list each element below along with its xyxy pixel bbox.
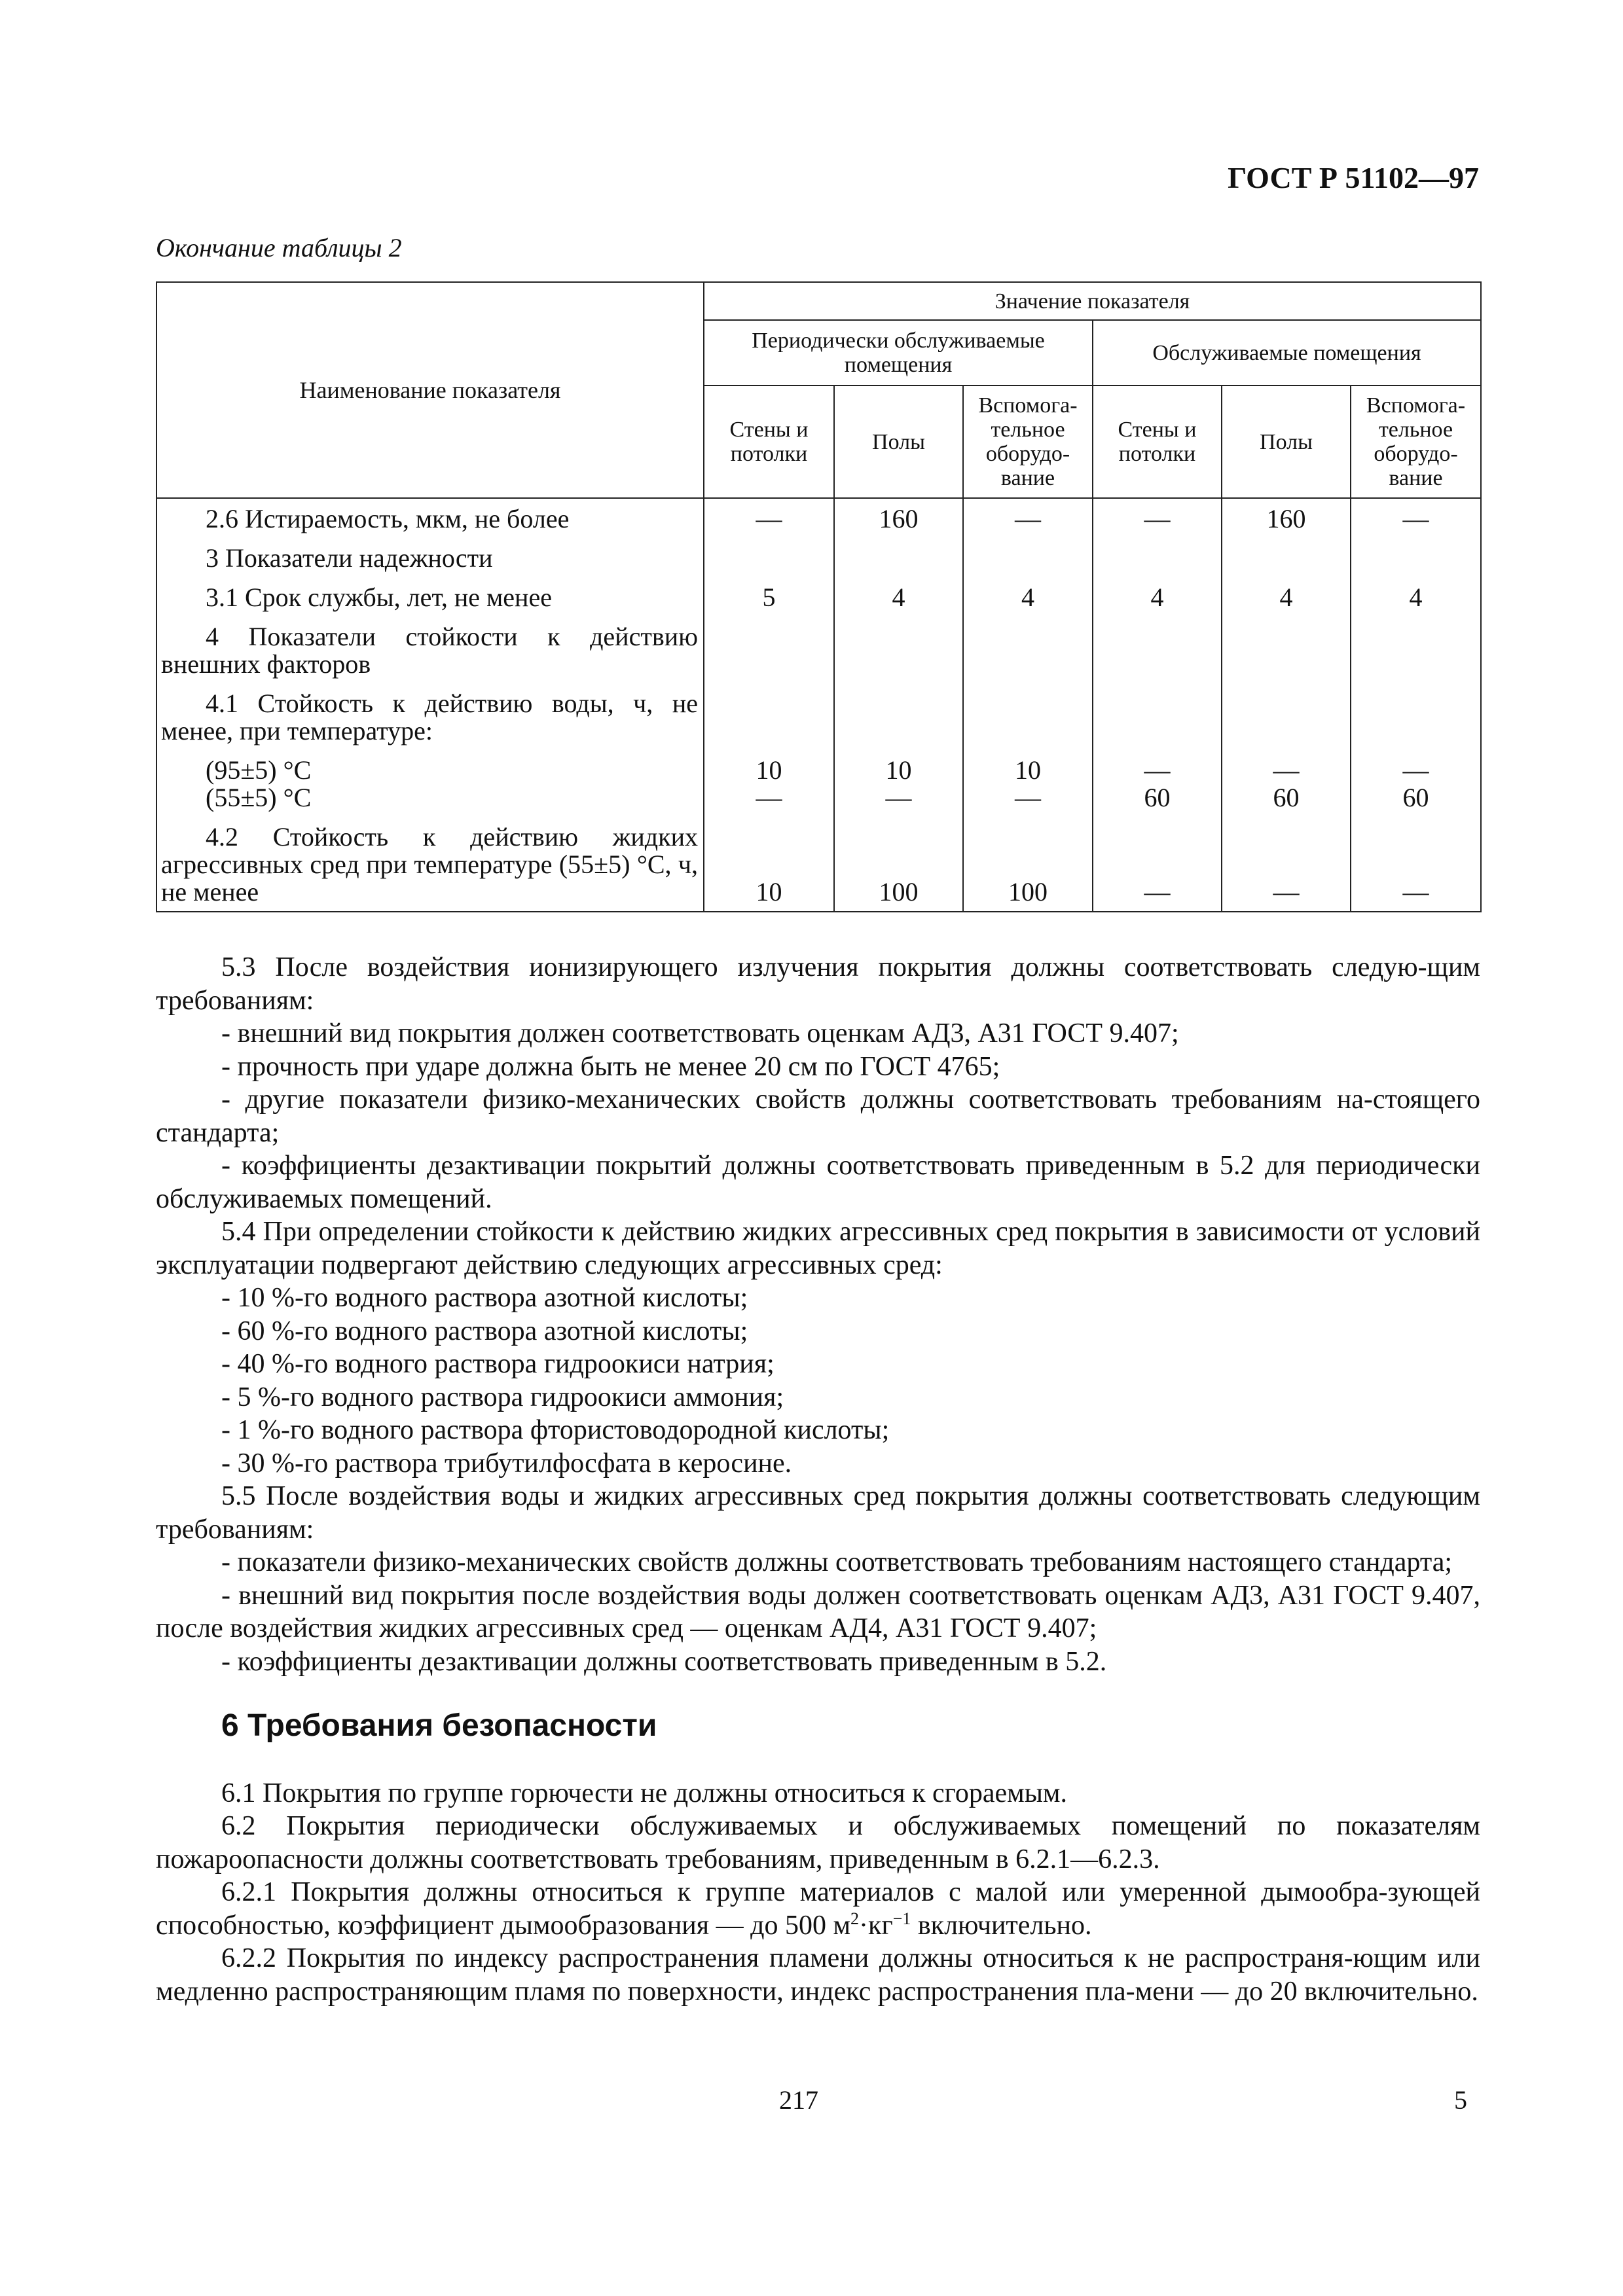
cell: 5 (704, 577, 834, 617)
table-row (156, 784, 1481, 817)
table-row (156, 617, 1481, 683)
cell (704, 683, 834, 750)
cell: 10 (704, 817, 834, 912)
section-title: 6 Требования безопасности (221, 1708, 657, 1743)
cell: — (1351, 750, 1481, 784)
cell (1222, 617, 1351, 683)
header-aux-serviced: Вспомога-тельное оборудо-вание (1351, 386, 1481, 498)
list-item: - 5 %-го водного раствора гидроокиси аммония; (221, 1382, 784, 1412)
cell: — (1093, 750, 1222, 784)
list-item: - внешний вид покрытия после воздействия воды должен соответствовать оценкам АД3, А31 ГОСТ 9.407, после воздействия жидких агрессивных сред — оценкам АД4, А31 ГОСТ 9.407; (156, 1580, 1480, 1643)
cell: 10 (704, 750, 834, 784)
superscript: 2 (850, 1909, 860, 1928)
table-row (156, 577, 1481, 617)
cell (1222, 683, 1351, 750)
row-name: (95±5) °С (206, 755, 312, 785)
list-item: - показатели физико-механических свойств должны соответствовать требованиям настоящего стандарта; (221, 1547, 1453, 1577)
table-row (156, 817, 1481, 912)
cell: 4 (1351, 577, 1481, 617)
text-run: ·кг (859, 1910, 893, 1941)
paragraph-6-2-1 (156, 1876, 1480, 1942)
cell (963, 538, 1093, 577)
cell (1351, 538, 1481, 577)
cell: — (704, 498, 834, 538)
cell: 4 (1222, 577, 1351, 617)
cell (1093, 683, 1222, 750)
header-floors-periodic: Полы (834, 386, 963, 498)
cell (704, 617, 834, 683)
paragraph-5-4: 5.4 При определении стойкости к действию жидких агрессивных сред покрытия в зависимости от условий эксплуатации подвергают действию следующих агрессивных сред: (156, 1217, 1480, 1280)
header-walls-periodic: Стены и потолки (704, 386, 834, 498)
cell (834, 538, 963, 577)
cell: 60 (1222, 784, 1351, 817)
cell: 4 (834, 577, 963, 617)
cell: 10 (834, 750, 963, 784)
cell: — (1222, 817, 1351, 912)
cell: 100 (963, 817, 1093, 912)
paragraph-5-5: 5.5 После воздействия воды и жидких агрессивных сред покрытия должны соответствовать следующим требованиям: (156, 1481, 1480, 1545)
cell (834, 617, 963, 683)
indicator-table (156, 281, 1482, 912)
table-row (156, 498, 1481, 538)
cell: — (704, 784, 834, 817)
cell: 60 (1093, 784, 1222, 817)
row-name: 4.1 Стойкость к действию воды, ч, не менее, при температуре: (161, 689, 698, 745)
cell: — (834, 784, 963, 817)
cell: 10 (963, 750, 1093, 784)
header-value-group: Значение показателя (704, 282, 1481, 320)
text-run: 6.2.1 Покрытия должны относиться к группе материалов с малой или умеренной дымообра-зующей способностью, коэффициент дымообразования — до 500 м (156, 1877, 1480, 1941)
row-name: 4.2 Стойкость к действию жидких агрессивных сред при температуре (55±5) °С, ч, не менее (161, 822, 698, 906)
cell: — (1222, 750, 1351, 784)
row-name: 3.1 Срок службы, лет, не менее (206, 583, 552, 612)
row-name: (55±5) °С (206, 783, 312, 812)
page-number-center: 217 (779, 2085, 818, 2115)
cell (1351, 617, 1481, 683)
table-row (156, 750, 1481, 784)
table-caption: Окончание таблицы 2 (156, 233, 402, 262)
cell: 60 (1351, 784, 1481, 817)
row-name: 4 Показатели стойкости к действию внешних факторов (161, 622, 698, 679)
cell (963, 683, 1093, 750)
header-name-col: Наименование показателя (156, 282, 704, 498)
body-text (156, 951, 1480, 2008)
header-floors-serviced: Полы (1222, 386, 1351, 498)
cell: 4 (1093, 577, 1222, 617)
list-item: - другие показатели физико-механических свойств должны соответствовать требованиям на-стоящего стандарта; (156, 1085, 1480, 1148)
cell (1222, 538, 1351, 577)
superscript: −1 (892, 1909, 911, 1928)
table-row (156, 538, 1481, 577)
header-aux-periodic: Вспомога-тельное оборудо-вание (963, 386, 1093, 498)
header-group-serviced: Обслуживаемые помещения (1093, 320, 1481, 386)
list-item: - коэффициенты дезактивации покрытий должны соответствовать приведенным в 5.2 для периодически обслуживаемых помещений. (156, 1151, 1480, 1214)
header-walls-serviced: Стены и потолки (1093, 386, 1222, 498)
list-item: - 40 %-го водного раствора гидроокиси натрия; (221, 1349, 775, 1379)
paragraph-6-2: 6.2 Покрытия периодически обслуживаемых и обслуживаемых помещений по показателям пожароопасности должны соответствовать требованиям, приведенным в 6.2.1—6.2.3. (156, 1811, 1480, 1874)
paragraph-5-3: 5.3 После воздействия ионизирующего излучения покрытия должны соответствовать следую-щим требованиям: (156, 952, 1480, 1016)
header-group-periodic: Периодически обслуживаемые помещения (704, 320, 1093, 386)
cell: — (963, 784, 1093, 817)
cell (1093, 617, 1222, 683)
cell (1351, 683, 1481, 750)
cell: 160 (1222, 498, 1351, 538)
cell (834, 683, 963, 750)
cell (1093, 538, 1222, 577)
cell (704, 538, 834, 577)
list-item: - 60 %-го водного раствора азотной кислоты; (221, 1316, 748, 1346)
list-item: - коэффициенты дезактивации должны соответствовать приведенным в 5.2. (221, 1646, 1107, 1677)
paragraph-6-1: 6.1 Покрытия по группе горючести не должны относиться к сгораемым. (221, 1778, 1067, 1808)
cell: — (963, 498, 1093, 538)
cell: 4 (963, 577, 1093, 617)
cell: 100 (834, 817, 963, 912)
cell: — (1351, 498, 1481, 538)
list-item: - прочность при ударе должна быть не менее 20 см по ГОСТ 4765; (221, 1051, 1000, 1082)
list-item: - 10 %-го водного раствора азотной кислоты; (221, 1283, 748, 1313)
row-name: 3 Показатели надежности (206, 543, 493, 573)
cell (963, 617, 1093, 683)
page-number-right: 5 (1454, 2085, 1467, 2115)
cell: — (1351, 817, 1481, 912)
cell: — (1093, 817, 1222, 912)
table-row (156, 683, 1481, 750)
list-item: - внешний вид покрытия должен соответствовать оценкам АД3, А31 ГОСТ 9.407; (221, 1018, 1179, 1049)
cell: — (1093, 498, 1222, 538)
text-run: включительно. (911, 1910, 1092, 1941)
cell: 160 (834, 498, 963, 538)
paragraph-6-2-2: 6.2.2 Покрытия по индексу распространения пламени должны относиться к не распространя-ющим или медленно распространяющим пламя по поверхности, индекс распространения пла-мени — до 20 включительно. (156, 1943, 1480, 2007)
row-name: 2.6 Истираемость, мкм, не более (206, 504, 570, 533)
list-item: - 1 %-го водного раствора фтористоводородной кислоты; (221, 1415, 890, 1445)
list-item: - 30 %-го раствора трибутилфосфата в керосине. (221, 1448, 792, 1479)
document-code: ГОСТ Р 51102—97 (1228, 161, 1479, 194)
